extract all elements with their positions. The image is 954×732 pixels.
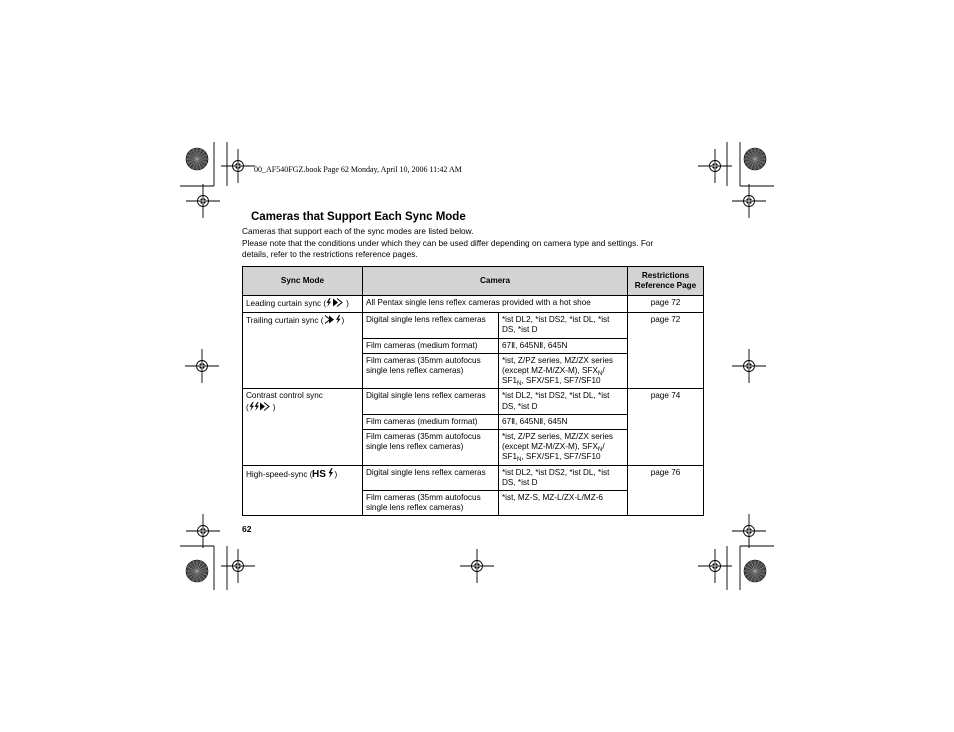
camera-models: *ist, Z/PZ series, MZ/ZX series (except MZ-M/ZX-M), $SFX_N/$ $SF1_N$, SFX/SF1, SF7/SF10 (499, 353, 628, 389)
camera-type: Film cameras (medium format) (363, 338, 499, 353)
camera-models: 67Ⅱ, 645NⅡ, 645N (499, 338, 628, 353)
camera-type: Film cameras (35mm autofocus single lens reflex cameras) (363, 353, 499, 389)
flash-contrast-icon (249, 402, 273, 414)
table-header-row (243, 267, 704, 296)
intro-line: details, refer to the restrictions reference pages. (242, 249, 418, 259)
intro-line: Please note that the conditions under which they can be used differ depending on camera type and settings. For (242, 237, 654, 248)
sync-mode-leading: Leading curtain sync ( ) (243, 296, 363, 313)
camera-type: Film cameras (35mm autofocus single lens reflex cameras) (363, 430, 499, 466)
table-row (243, 296, 704, 313)
reference-page: page 76 (628, 465, 704, 516)
camera-models: *ist, MZ-S, MZ-L/ZX-L/MZ-6 (499, 491, 628, 516)
flash-trailing-icon (324, 315, 342, 327)
intro-text (242, 226, 702, 261)
intro-line: Cameras that support each of the sync modes are listed below. (242, 226, 474, 236)
camera-models: *ist DL2, *ist DS2, *ist DL, *ist DS, *ist D (499, 389, 628, 414)
page-number: 62 (242, 524, 252, 534)
reference-page: page 74 (628, 389, 704, 465)
header-sync-mode: Sync Mode (243, 267, 363, 296)
camera-type: Digital single lens reflex cameras (363, 465, 499, 490)
section-title: Cameras that Support Each Sync Mode (251, 211, 466, 223)
print-header: 00_AF540FGZ.book Page 62 Monday, April 10, 2006 11:42 AM (254, 165, 462, 174)
camera-models: *ist, Z/PZ series, MZ/ZX series (except MZ-M/ZX-M), $SFX_N/$ $SF1_N$, SFX/SF1, SF7/SF10 (499, 430, 628, 466)
camera-models: *ist DL2, *ist DS2, *ist DL, *ist DS, *ist D (499, 313, 628, 338)
reference-page: page 72 (628, 296, 704, 313)
header-camera: Camera (363, 267, 628, 296)
header-restrictions: Restrictions Reference Page (628, 267, 704, 296)
table-row (243, 465, 704, 490)
table-row (243, 313, 704, 338)
camera-models: 67Ⅱ, 645NⅡ, 645N (499, 414, 628, 429)
flash-hs-icon (312, 468, 334, 481)
table-row (243, 389, 704, 414)
sync-mode-contrast: Contrast control sync ( ) (243, 389, 363, 465)
camera-models: *ist DL2, *ist DS2, *ist DL, *ist DS, *ist D (499, 465, 628, 490)
camera-cell: All Pentax single lens reflex cameras provided with a hot shoe (363, 296, 628, 313)
flash-leading-icon (326, 298, 346, 310)
sync-mode-trailing: Trailing curtain sync ( ) (243, 313, 363, 389)
camera-type: Film cameras (35mm autofocus single lens reflex cameras) (363, 491, 499, 516)
camera-type: Digital single lens reflex cameras (363, 389, 499, 414)
sync-mode-highspeed: High-speed-sync ( HS ) (243, 465, 363, 516)
sync-mode-table (242, 266, 704, 516)
reference-page: page 72 (628, 313, 704, 389)
camera-type: Digital single lens reflex cameras (363, 313, 499, 338)
camera-type: Film cameras (medium format) (363, 414, 499, 429)
svg-text:HS: HS (312, 468, 327, 478)
